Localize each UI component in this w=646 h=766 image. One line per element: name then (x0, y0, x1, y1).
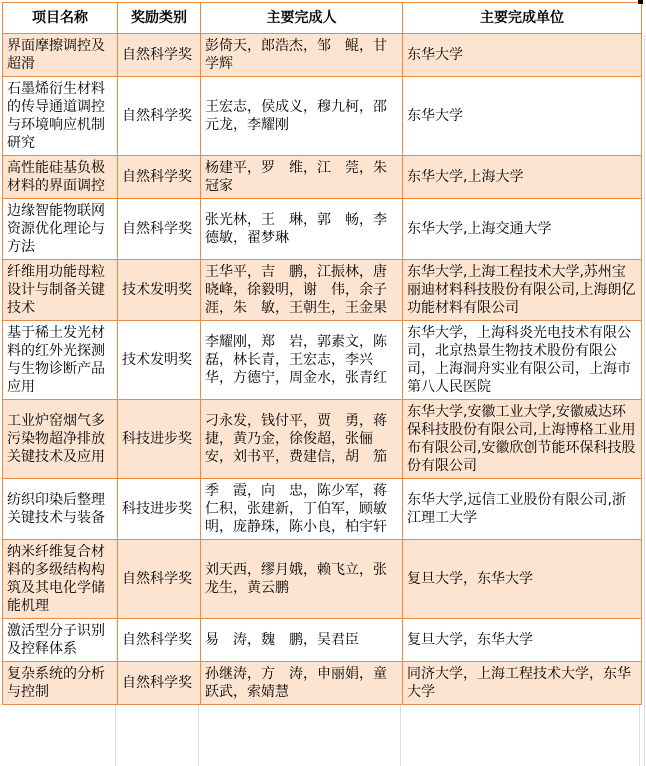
institutions-cell[interactable]: 东华大学,上海交通大学 (403, 199, 642, 260)
award-category-cell[interactable]: 自然科学奖 (118, 199, 201, 260)
award-category-cell[interactable]: 自然科学奖 (118, 619, 201, 662)
table-row (3, 479, 642, 540)
project-name-cell[interactable]: 界面摩擦调控及超滑 (3, 34, 118, 77)
table-row (3, 199, 642, 260)
project-name-cell[interactable]: 复杂系统的分析与控制 (3, 662, 118, 705)
sheet-gridline (198, 705, 199, 766)
institutions-cell[interactable]: 复旦大学，东华大学 (403, 540, 642, 619)
project-name-cell[interactable]: 纤维用功能母粒设计与制备关键技术 (3, 260, 118, 321)
table-row (3, 400, 642, 479)
award-category-cell[interactable]: 自然科学奖 (118, 662, 201, 705)
contributors-cell[interactable]: 季 霞，向 忠，陈少军，蒋仁积，张建新，丁伯军，顾敏明，庞静珠，陈小良，柏宇轩 (201, 479, 403, 540)
institutions-cell[interactable]: 东华大学,上海工程技术大学,苏州宝丽迪材料科技股份有限公司,上海朗亿功能材料有限公司 (403, 260, 642, 321)
project-name-cell[interactable]: 边缘智能物联网资源优化理论与方法 (3, 199, 118, 260)
sheet-gridline (400, 705, 401, 766)
table-body (3, 34, 642, 705)
sheet-gridline (115, 705, 116, 766)
institutions-cell[interactable]: 东华大学,远信工业股份有限公司,浙江理工大学 (403, 479, 642, 540)
contributors-cell[interactable]: 张光林，王 琳，郭 畅，李德敏，翟梦琳 (201, 199, 403, 260)
column-header-contributors[interactable]: 主要完成人 (201, 3, 403, 34)
table-row (3, 77, 642, 156)
award-category-cell[interactable]: 自然科学奖 (118, 156, 201, 199)
award-category-cell[interactable]: 技术发明奖 (118, 260, 201, 321)
contributors-cell[interactable]: 易 涛，魏 鹏，吴君臣 (201, 619, 403, 662)
project-name-cell[interactable]: 纺织印染后整理关键技术与装备 (3, 479, 118, 540)
institutions-cell[interactable]: 东华大学,安徽工业大学,安徽威达环保科技股份有限公司,上海博格工业用布有限公司,安徽欣创节能环保科技股份有限公司 (403, 400, 642, 479)
sheet-gridline-right (644, 35, 645, 766)
table-row (3, 34, 642, 77)
contributors-cell[interactable]: 孙继涛，方 涛，申丽娟，童跃武，索婧慧 (201, 662, 403, 705)
contributors-cell[interactable]: 杨建平，罗 维，江 莞，朱冠家 (201, 156, 403, 199)
table-row (3, 619, 642, 662)
project-name-cell[interactable]: 高性能硅基负极材料的界面调控 (3, 156, 118, 199)
header-row (3, 3, 642, 34)
column-header-institutions[interactable]: 主要完成单位 (403, 3, 642, 34)
sheet-gridline (639, 705, 640, 766)
column-header-project[interactable]: 项目名称 (3, 3, 118, 34)
project-name-cell[interactable]: 基于稀土发光材料的红外光探测与生物诊断产品应用 (3, 321, 118, 400)
awards-table (2, 2, 642, 705)
institutions-cell[interactable]: 东华大学,上海大学 (403, 156, 642, 199)
award-category-cell[interactable]: 科技进步奖 (118, 479, 201, 540)
contributors-cell[interactable]: 刘天西，缪月娥，赖飞立，张龙生，黄云鹏 (201, 540, 403, 619)
table-row (3, 156, 642, 199)
column-header-category[interactable]: 奖励类别 (118, 3, 201, 34)
project-name-cell[interactable]: 石墨烯衍生材料的传导通道调控与环境响应机制研究 (3, 77, 118, 156)
award-category-cell[interactable]: 技术发明奖 (118, 321, 201, 400)
project-name-cell[interactable]: 工业炉窑烟气多污染物超净排放关键技术及应用 (3, 400, 118, 479)
contributors-cell[interactable]: 彭倚天，郎浩杰，邹 鲲，甘学辉 (201, 34, 403, 77)
institutions-cell[interactable]: 东华大学 (403, 77, 642, 156)
table-row (3, 260, 642, 321)
project-name-cell[interactable]: 纳米纤维复合材料的多级结构构筑及其电化学储能机理 (3, 540, 118, 619)
contributors-cell[interactable]: 王华平，吉 鹏，江振林，唐晓峰，徐毅明，谢 伟，余子涯，朱 敏，王朝生，王金果 (201, 260, 403, 321)
table-row (3, 540, 642, 619)
award-category-cell[interactable]: 自然科学奖 (118, 77, 201, 156)
institutions-cell[interactable]: 复旦大学，东华大学 (403, 619, 642, 662)
institutions-cell[interactable]: 东华大学，上海科炎光电技术有限公司，北京热景生物技术股份有限公司，上海洞舟实业有限公司，上海市第八人民医院 (403, 321, 642, 400)
institutions-cell[interactable]: 东华大学 (403, 34, 642, 77)
table-row (3, 321, 642, 400)
contributors-cell[interactable]: 王宏志，侯成义，穆九柯，邵元龙，李耀刚 (201, 77, 403, 156)
contributors-cell[interactable]: 刁永发，钱付平，贾 勇，蒋 捷，黄乃金，徐俊超，张俪安，刘书平，费建信，胡 笳 (201, 400, 403, 479)
table-row (3, 662, 642, 705)
award-category-cell[interactable]: 科技进步奖 (118, 400, 201, 479)
sheet-gridlines (0, 705, 646, 766)
corner-mark (638, 0, 643, 4)
institutions-cell[interactable]: 同济大学，上海工程技术大学，东华大学 (403, 662, 642, 705)
award-category-cell[interactable]: 自然科学奖 (118, 540, 201, 619)
contributors-cell[interactable]: 李耀刚，郑 岩，郭素文，陈 磊，林长青，王宏志，李兴华，方德宁，周金水，张青红 (201, 321, 403, 400)
project-name-cell[interactable]: 激活型分子识别及控释体系 (3, 619, 118, 662)
award-category-cell[interactable]: 自然科学奖 (118, 34, 201, 77)
